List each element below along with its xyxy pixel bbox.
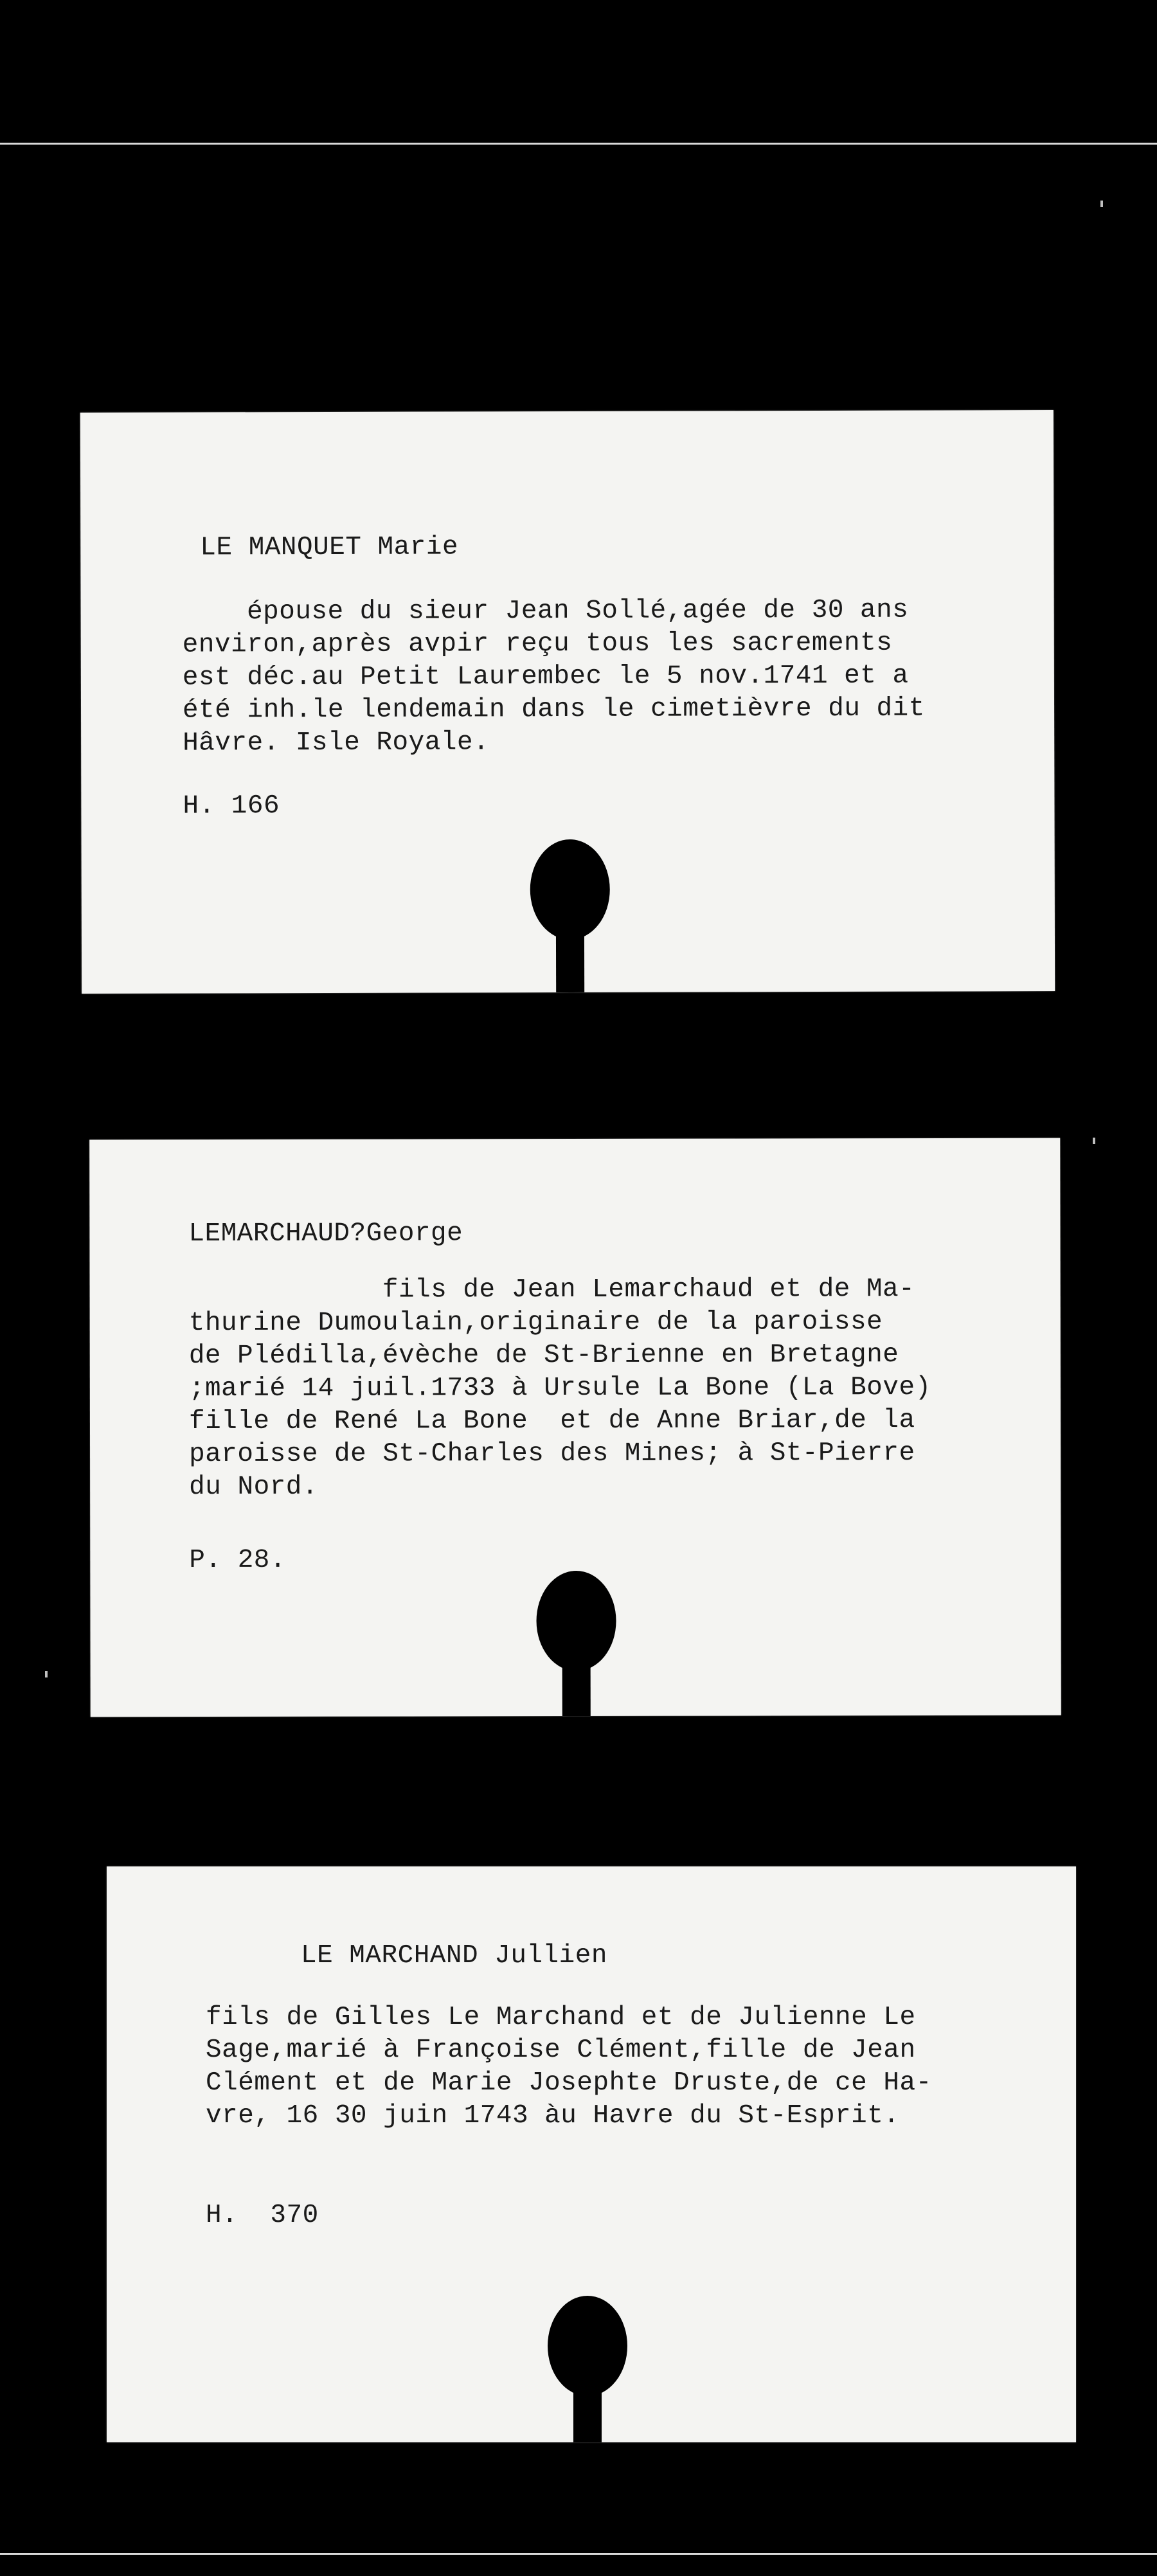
film-speck xyxy=(1100,201,1103,207)
punch-slot xyxy=(556,919,584,992)
index-card-1 xyxy=(80,410,1055,994)
card-heading: LE MARCHAND Jullien xyxy=(301,1941,607,1971)
index-card-3 xyxy=(107,1866,1076,2442)
film-edge-bottom xyxy=(0,2553,1157,2555)
card-heading: LEMARCHAUD?George xyxy=(188,1219,463,1249)
card-reference: P. 28. xyxy=(189,1545,287,1576)
card-heading: LE MANQUET Marie xyxy=(200,532,459,563)
punch-slot xyxy=(573,2375,602,2442)
card-reference: H. 370 xyxy=(206,2201,319,2230)
film-speck xyxy=(1093,1138,1095,1144)
card-reference: H. 166 xyxy=(183,791,280,821)
card-body: épouse du sieur Jean Sollé,agée de 30 ans environ,après avpir reçu tous les sacrements est déc.au Petit Laurembec le 5 nov.1741 et a été inh.le lendemain dans le cimetièvre du dit Hâvre. Isle Royale. xyxy=(182,595,925,758)
film-speck xyxy=(45,1671,48,1677)
card-body: fils de Gilles Le Marchand et de Julienne Le Sage,marié à Françoise Clément,fille de Jean Clément et de Marie Josephte Druste,de ce Ha- vre, 16 30 juin 1743 àu Havre du St-Esprit. xyxy=(206,2003,932,2131)
card-body: fils de Jean Lemarchaud et de Ma- thurine Dumoulain,originaire de la paroisse de Plédilla,évèche de St-Brienne en Bretagne ;marié 14 juil.1733 à Ursule La Bone (La Bove) fille de René La Bone et de Anne Briar,de la paroisse de St-Charles des Mines; à St-Pierre du Nord. xyxy=(188,1275,931,1503)
index-card-2 xyxy=(89,1138,1061,1717)
film-edge-top xyxy=(0,143,1157,145)
punch-slot xyxy=(562,1650,591,1716)
